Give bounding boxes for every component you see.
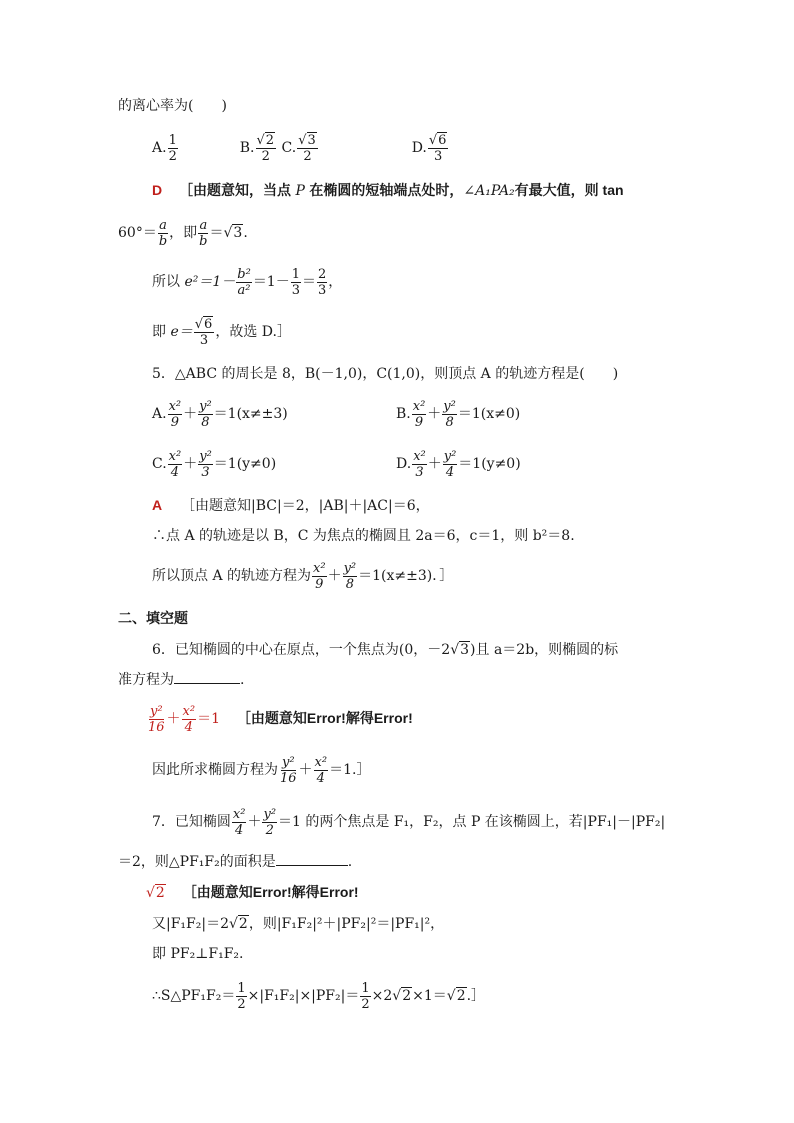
q7-explanation-line2: 又|F₁F₂|＝2√2，则|F₁F₂|²＋|PF₂|²＝|PF₁|²， [152,916,445,932]
q4-option-b: B. $\frac{√2}{2}$ [239,132,275,164]
q4-option-c: C. $\frac{√3}{2}$ [281,132,316,164]
section-title-fill-in: 二、填空题 [118,610,188,626]
q5-explanation-line3: 所以顶点 A 的轨迹方程为 $\frac{\text{x²}}{9}$ ＋ $\frac{\text{y²}}{8}$ ＝1(x≠±3)．］ [152,560,454,592]
q4-options [152,130,449,166]
q6-explanation-line2: 因此所求椭圆方程为 $\frac{\text{y²}}{16}$ ＋ $\frac{\text{x²}}{4}$ ＝1.］ [152,754,371,786]
q7-answer: √2 [146,885,165,901]
q7-answer-line: √2 ［由题意知Error!解得Error! [146,884,359,901]
q5-option-b: B. $\frac{\text{x²}}{9}$ ＋ $\frac{\text{y²}}{8}$ ＝1(x≠0) [396,398,521,430]
q4-explanation-line1: D ［由题意知，当点 P 在椭圆的短轴端点处时，∠A₁PA₂有最大值，则 tan [152,182,624,199]
q5-explanation-line2: ∴点 A 的轨迹是以 B，C 为焦点的椭圆且 2a＝6，c＝1，则 b²＝8. [152,528,575,544]
q5-explanation-line1: A ［由题意知|BC|＝2，|AB|＋|AC|＝6， [152,497,430,514]
q7-stem-line2: ＝2，则△PF₁F₂的面积是 . [118,854,353,870]
q4-stem-tail: 的离心率为( ) [118,98,227,114]
q7-explanation-line4: ∴S△PF₁F₂＝ $\frac{1}{2}$ ×|F₁F₂|×|PF₂|＝ $\frac{1}{2}$ ×2√2×1＝√2.］ [152,980,486,1012]
q5-option-a: A. $\frac{\text{x²}}{9}$ ＋ $\frac{\text{y²}}{8}$ ＝1(x≠±3) [152,398,288,430]
q4-explanation-line3: 所以 e²＝1－ $\frac{\text{b²}}{\text{a²}}$ ＝1－ $\frac{1}{3}$ ＝ $\frac{2}{3}$ ， [152,266,343,298]
q7-explanation-line3: 即 PF₂⊥F₁F₂. [152,946,244,962]
q5-answer-letter: A [152,497,163,513]
q4-explanation-line4: 即 e＝ $\frac{√6}{3}$ ，故选 D.］ [152,316,291,348]
q5-option-d: D. $\frac{\text{x²}}{3}$ ＋ $\frac{\text{y²}}{4}$ ＝1(y≠0) [396,448,521,480]
q4-option-a: A. $\frac{1}{2}$ [152,132,177,164]
q7-stem-line1: 7．已知椭圆 $\frac{\text{x²}}{4}$ ＋ $\frac{\text{y²}}{2}$ ＝1 的两个焦点是 F₁，F₂，点 P 在该椭圆上，若|PF₁|－|PF₂| [152,806,666,838]
q4-answer-letter: D [152,182,163,198]
q5-option-c: C. $\frac{\text{x²}}{4}$ ＋ $\frac{\text{y²}}{3}$ ＝1(y≠0) [152,448,277,480]
q7-answer-blank [276,853,348,866]
q4-option-d: D. $\frac{√6}{3}$ [411,132,447,164]
q6-answer-line: $\frac{\text{y²}}{16}$ ＋ $\frac{\text{x²}}{4}$ ＝1 ［由题意知Error!解得Error! [148,703,413,735]
q4-explanation-line2: 60°＝ $\frac{a}{b}$ ，即 $\frac{a}{b}$ ＝√3. [118,217,248,249]
q6-answer: $\frac{\text{y²}}{16}$ ＋ $\frac{\text{x²}}{4}$ ＝1 [148,703,221,735]
q6-stem-line1: 6．已知椭圆的中心在原点，一个焦点为(0，－2√3)且 a＝2b，则椭圆的标 [152,642,619,658]
q6-answer-blank [174,671,240,684]
q6-stem-line2: 准方程为 . [118,672,245,688]
q5-stem: 5．△ABC 的周长是 8，B(－1,0)，C(1,0)，则顶点 A 的轨迹方程是( ) [152,366,619,382]
